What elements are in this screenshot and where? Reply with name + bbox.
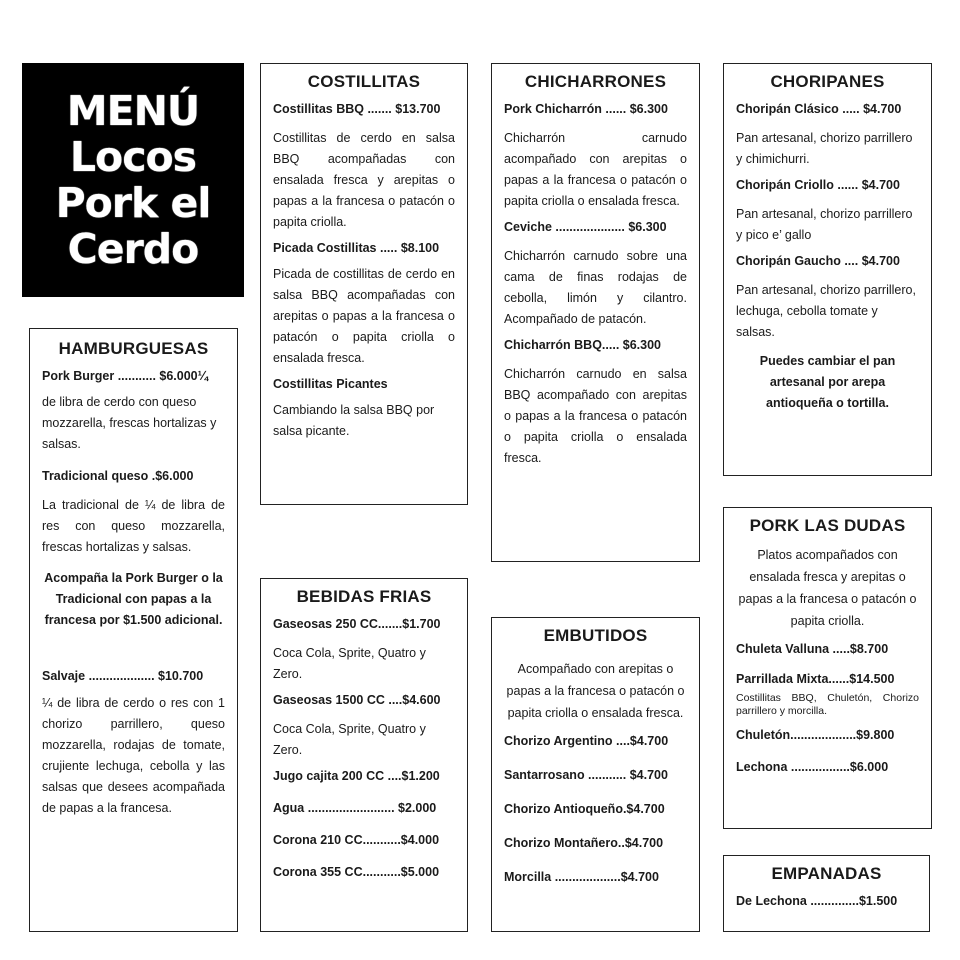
menu-title-block — [22, 63, 244, 297]
section-chicharrones — [491, 63, 700, 562]
menu-item: Choripán Gaucho .... $4.700 — [736, 254, 900, 268]
menu-item: Morcilla ...................$4.700 — [504, 870, 659, 884]
section-empanadas — [723, 855, 930, 932]
section-bebidas-frias — [260, 578, 468, 932]
item-description: Chicharrón carnudo en salsa BBQ acompañado con arepitas o papas a la francesa o patacón o papita criolla o ensalada fresca. — [504, 367, 687, 465]
menu-item: Tradicional queso .$6.000 — [42, 469, 194, 483]
section-embutidos — [491, 617, 700, 932]
menu-item: Chuleta Valluna .....$8.700 — [736, 642, 889, 656]
item-description: La tradicional de ¼ de libra de res con queso mozzarella, frescas hortalizas y salsas. — [42, 498, 225, 554]
menu-item: Chicharrón BBQ..... $6.300 — [504, 338, 661, 352]
menu-item: Chorizo Montañero..$4.700 — [504, 836, 664, 850]
item-description: ¼ de libra de cerdo o res con 1 chorizo parrillero, queso mozzarella, rodajas de tomate, crujiente lechuga, cebolla y las salsas que desees acompañada de papas a la francesa. — [42, 696, 225, 815]
menu-item: Chorizo Argentino ....$4.700 — [504, 734, 669, 748]
menu-title-line: Cerdo — [67, 225, 199, 273]
menu-item: Gaseosas 1500 CC ....$4.600 — [273, 693, 441, 707]
menu-item: Choripán Criollo ...... $4.700 — [736, 178, 900, 192]
menu-item: De Lechona ..............$1.500 — [736, 894, 898, 908]
item-description: Coca Cola, Sprite, Quatro y Zero. — [273, 722, 426, 757]
section-heading: BEBIDAS FRIAS — [296, 587, 432, 606]
menu-item: Picada Costillitas ..... $8.100 — [273, 241, 440, 255]
section-heading: PORK LAS DUDAS — [749, 516, 906, 535]
menu-item: Choripán Clásico ..... $4.700 — [736, 102, 902, 116]
menu-item: Costillitas BBQ ....... $13.700 — [273, 102, 441, 116]
item-description: Coca Cola, Sprite, Quatro y Zero. — [273, 646, 426, 681]
menu-item: Chuletón...................$9.800 — [736, 728, 895, 742]
section-heading: EMBUTIDOS — [543, 626, 648, 645]
menu-item: Corona 355 CC...........$5.000 — [273, 865, 440, 879]
item-description: Pan artesanal, chorizo parrillero y pico e’ gallo — [736, 207, 913, 242]
menu-title-line: Locos — [69, 133, 197, 181]
section-intro: Acompañado con arepitas o papas a la francesa o patacón o papita criolla o ensalada fresca. — [506, 662, 685, 720]
menu-item: Parrillada Mixta......$14.500 — [736, 672, 895, 686]
menu-title-line: MENÚ — [66, 87, 200, 135]
item-description: Costillitas BBQ, Chuletón, Chorizo parrillero y morcilla. — [736, 692, 919, 717]
item-description: Pan artesanal, chorizo parrillero y chimichurri. — [736, 131, 913, 166]
item-description: Picada de costillitas de cerdo en salsa BBQ acompañadas con arepitas o papas a la francesa o patacón o papita criolla o ensalada fresca. — [273, 267, 455, 365]
menu-item: Pork Chicharrón ...... $6.300 — [504, 102, 668, 116]
menu-item: Santarrosano ........... $4.700 — [504, 768, 668, 782]
section-costillitas — [260, 63, 468, 505]
menu-item: Gaseosas 250 CC.......$1.700 — [273, 617, 441, 631]
item-description: Pan artesanal, chorizo parrillero, lechuga, cebolla tomate y salsas. — [736, 283, 916, 339]
section-choripanes — [723, 63, 932, 476]
section-pork-las-dudas — [723, 507, 932, 829]
item-description: Chicharrón carnudo acompañado con arepitas o papas a la francesa o patacón o papita criolla o ensalada fresca. — [504, 131, 687, 208]
section-heading: HAMBURGUESAS — [58, 339, 209, 358]
menu-item: Pork Burger ........... $6.000¼ — [42, 369, 209, 383]
item-description: Cambiando la salsa BBQ por salsa picante. — [273, 403, 435, 438]
menu-item: Jugo cajita 200 CC ....$1.200 — [273, 769, 440, 783]
section-heading: EMPANADAS — [771, 864, 882, 883]
menu-item: Agua ......................... $2.000 — [273, 801, 437, 815]
section-heading: CHORIPANES — [770, 72, 885, 91]
menu-item: Corona 210 CC...........$4.000 — [273, 833, 440, 847]
item-description: Costillitas de cerdo en salsa BBQ acompañadas con ensalada fresca y arepitas o papas a la francesa o patacón o papita criolla. — [273, 131, 455, 229]
menu-title-line: Pork el — [55, 179, 211, 227]
menu-item: Costillitas Picantes — [273, 377, 388, 391]
menu-item: Lechona .................$6.000 — [736, 760, 889, 774]
menu-item: Chorizo Antioqueño.$4.700 — [504, 802, 665, 816]
section-note: Acompaña la Pork Burger o la Tradicional con papas a la francesa por $1.500 adicional. — [44, 571, 223, 627]
section-heading: CHICHARRONES — [524, 72, 667, 91]
menu-item: Ceviche .................... $6.300 — [504, 220, 667, 234]
section-hamburguesas — [29, 328, 238, 932]
section-note: Puedes cambiar el pan artesanal por arepa antioqueña o tortilla. — [759, 354, 896, 410]
section-intro: Platos acompañados con ensalada fresca y arepitas o papas a la francesa o patacón o papita criolla. — [738, 548, 917, 628]
menu-item: Salvaje ................... $10.700 — [42, 669, 204, 683]
item-description: de libra de cerdo con queso mozzarella, frescas hortalizas y salsas. — [42, 395, 217, 451]
section-heading: COSTILLITAS — [307, 72, 421, 91]
item-description: Chicharrón carnudo sobre una cama de finas rodajas de cebolla, limón y cilantro. Acompañado de patacón. — [504, 249, 687, 326]
